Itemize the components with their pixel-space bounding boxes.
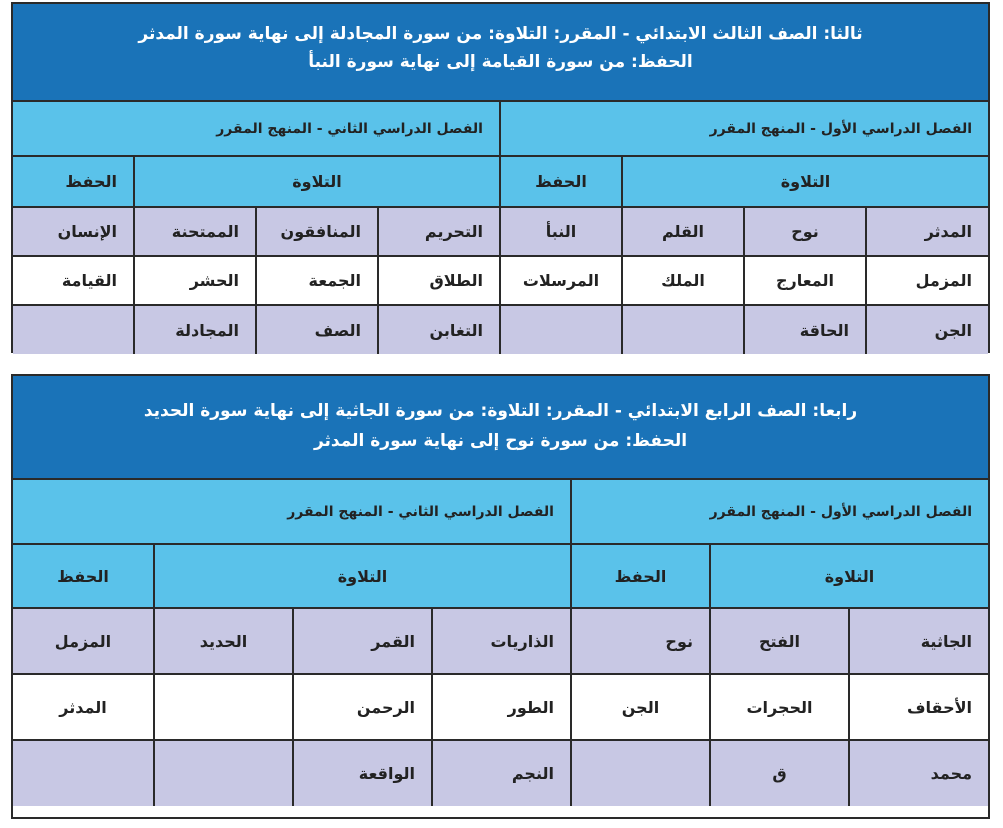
surah-cell: الذاريات	[432, 608, 571, 674]
grade4-s1-hifz: الحفظ	[571, 544, 710, 608]
grade3-header-line2: الحفظ: من سورة القيامة إلى نهاية سورة النبأ	[308, 52, 693, 72]
surah-cell: الصف	[256, 305, 378, 354]
grade4-semester2: الفصل الدراسي الثاني - المنهج المقرر	[13, 480, 571, 544]
grade3-grid	[13, 102, 988, 354]
surah-cell: ق	[710, 740, 849, 806]
surah-cell: القمر	[293, 608, 432, 674]
surah-cell: التحريم	[378, 207, 500, 256]
table-row	[13, 608, 988, 674]
grade4-s2-hifz: الحفظ	[13, 544, 154, 608]
surah-cell: المدثر	[13, 674, 154, 740]
surah-cell: المرسلات	[500, 256, 622, 305]
surah-cell: الجمعة	[256, 256, 378, 305]
surah-cell	[571, 740, 710, 806]
grade3-s1-tilawa: التلاوة	[622, 156, 988, 207]
grade3-table	[11, 2, 990, 353]
surah-cell: الواقعة	[293, 740, 432, 806]
surah-cell	[622, 305, 744, 354]
surah-cell	[13, 305, 134, 354]
surah-cell	[154, 674, 293, 740]
surah-cell: الحشر	[134, 256, 256, 305]
surah-cell: الجاثية	[849, 608, 988, 674]
surah-cell	[154, 740, 293, 806]
surah-cell: الحاقة	[744, 305, 866, 354]
grade4-header-line1: رابعا: الصف الرابع الابتدائي - المقرر: التلاوة: من سورة الجاثية إلى نهاية سورة الحديد	[143, 401, 858, 421]
surah-cell: الفتح	[710, 608, 849, 674]
surah-cell: محمد	[849, 740, 988, 806]
surah-cell: التغابن	[378, 305, 500, 354]
surah-cell: الطور	[432, 674, 571, 740]
table-row	[13, 674, 988, 740]
grade4-header	[13, 376, 988, 480]
surah-cell: الحجرات	[710, 674, 849, 740]
grade3-s1-hifz: الحفظ	[500, 156, 622, 207]
surah-cell: الممتحنة	[134, 207, 256, 256]
grade4-s2-tilawa: التلاوة	[154, 544, 571, 608]
surah-cell: المعارج	[744, 256, 866, 305]
surah-cell: المنافقون	[256, 207, 378, 256]
surah-cell: الأحقاف	[849, 674, 988, 740]
grade3-s2-tilawa: التلاوة	[134, 156, 500, 207]
grade4-semester1: الفصل الدراسي الأول - المنهج المقرر	[571, 480, 988, 544]
surah-cell: الملك	[622, 256, 744, 305]
surah-cell: الجن	[571, 674, 710, 740]
grade3-semester1: الفصل الدراسي الأول - المنهج المقرر	[500, 102, 988, 156]
table-row	[13, 305, 988, 354]
grade3-semester2: الفصل الدراسي الثاني - المنهج المقرر	[13, 102, 500, 156]
surah-cell: المدثر	[866, 207, 988, 256]
grade3-s2-hifz: الحفظ	[13, 156, 134, 207]
table-row	[13, 256, 988, 305]
surah-cell: المجادلة	[134, 305, 256, 354]
surah-cell: النجم	[432, 740, 571, 806]
surah-cell	[13, 740, 154, 806]
surah-cell: الطلاق	[378, 256, 500, 305]
grade3-header-line1: ثالثا: الصف الثالث الابتدائي - المقرر: التلاوة: من سورة المجادلة إلى نهاية سورة المدثر	[138, 24, 863, 44]
grade4-table	[11, 374, 990, 819]
grade4-s1-tilawa: التلاوة	[710, 544, 988, 608]
surah-cell: المزمل	[866, 256, 988, 305]
surah-cell: نوح	[571, 608, 710, 674]
table-row	[13, 207, 988, 256]
surah-cell: النبأ	[500, 207, 622, 256]
surah-cell: القيامة	[13, 256, 134, 305]
surah-cell: الإنسان	[13, 207, 134, 256]
surah-cell: المزمل	[13, 608, 154, 674]
surah-cell: القلم	[622, 207, 744, 256]
grade4-grid	[13, 480, 988, 806]
surah-cell: نوح	[744, 207, 866, 256]
surah-cell: الحديد	[154, 608, 293, 674]
grade3-header	[13, 4, 988, 102]
table-row	[13, 740, 988, 806]
surah-cell: الرحمن	[293, 674, 432, 740]
grade4-header-line2: الحفظ: من سورة نوح إلى نهاية سورة المدثر	[313, 431, 688, 451]
surah-cell: الجن	[866, 305, 988, 354]
surah-cell	[500, 305, 622, 354]
